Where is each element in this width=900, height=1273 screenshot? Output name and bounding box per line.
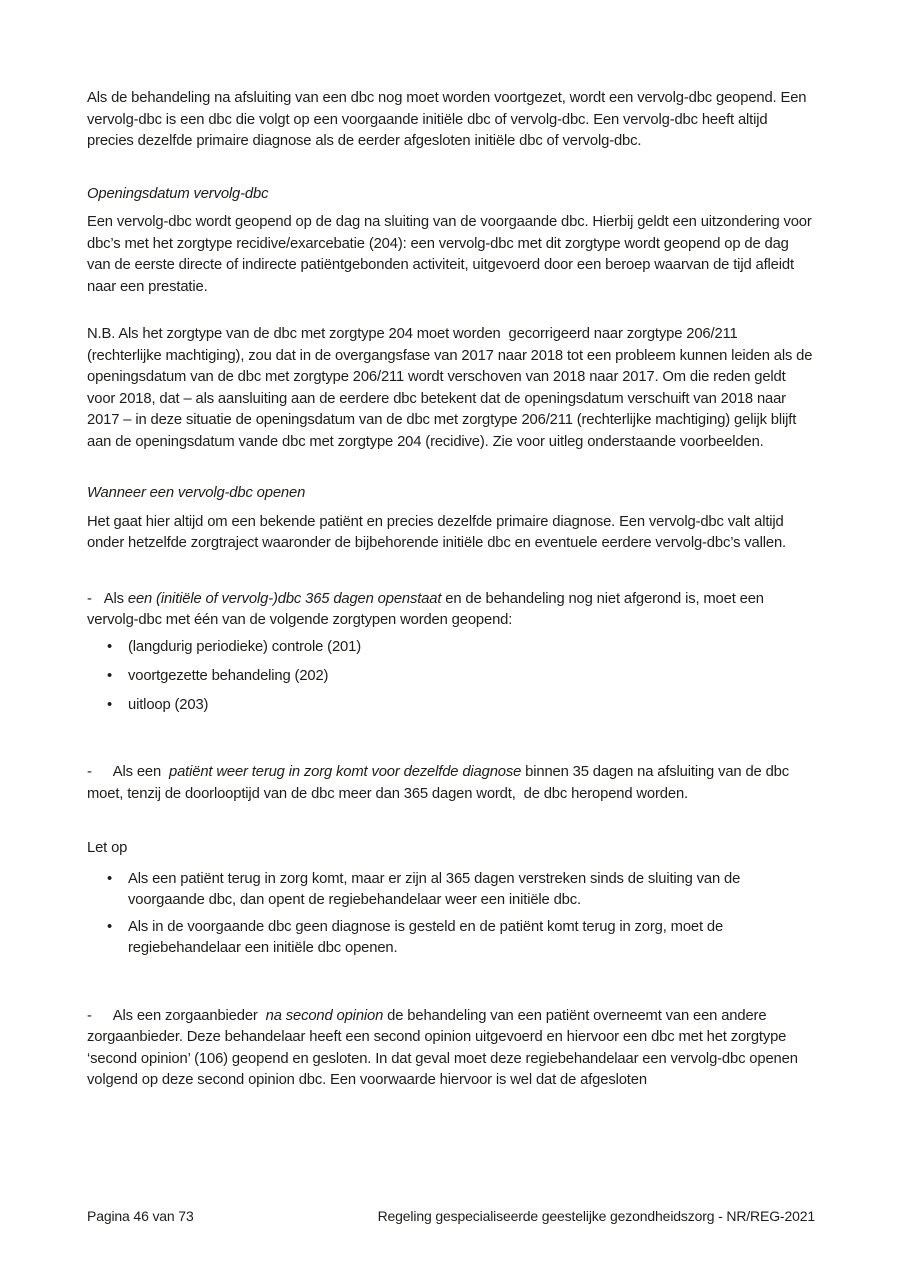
- list-item-uitloop-203: [107, 695, 815, 717]
- intro-paragraph: Als de behandeling na afsluiting van een dbc nog moet worden voortgezet, wordt een vervolg-dbc geopend. Een vervolg-dbc is een dbc die volgt op een voorgaande initiële dbc of vervolg-dbc. Een vervolg-dbc heeft altijd precies dezelfde primaire diagnose als de eerder afgesloten initiële dbc of vervolg-dbc.: [87, 90, 811, 149]
- footer-page-number: Pagina 46 van 73: [87, 1208, 194, 1224]
- bullet-icon: •: [107, 638, 113, 655]
- footer-document-title: Regeling gespecialiseerde geestelijke gezondheidszorg - NR/REG-2021: [377, 1208, 815, 1224]
- list-item-voortgezette-202: [107, 666, 815, 688]
- bullet-icon: •: [107, 696, 113, 713]
- list-item-controle-201: [107, 637, 815, 659]
- dash-second-text-post: de behandeling van een patiënt overneemt van een andere zorgaanbieder. Deze behandelaar heeft een second opinion uitgevoerd en hiervoor een dbc met het zorgtype ‘second opinion’ (106) geopend en gesloten. In dat geval moet deze regiebehandelaar een vervolg-dbc openen volgend op deze second opinion dbc. Een voorwaarde hiervoor is wel dat de afgesloten: [87, 1007, 802, 1088]
- bullet-icon: •: [107, 667, 113, 684]
- list-item-label: (langdurig periodieke) controle (201): [128, 638, 361, 655]
- list-item-label: voortgezette behandeling (202): [128, 667, 329, 684]
- dash-marker: -: [87, 1007, 92, 1024]
- dash-second-text-italic: na second opinion: [265, 1007, 384, 1024]
- page-footer: [87, 1206, 815, 1226]
- list-item-365-verstreken: [107, 869, 815, 912]
- list-item-geen-diagnose: [107, 917, 815, 960]
- list-item-label: Als in de voorgaande dbc geen diagnose is gesteld en de patiënt komt terug in zorg, moet de regiebehandelaar een initiële dbc openen.: [128, 918, 728, 956]
- dash-365-text-pre: Als: [103, 590, 128, 607]
- letop-label: Let op: [87, 840, 128, 856]
- dash-terug-text-italic: patiënt weer terug in zorg komt voor dezelfde diagnose: [169, 764, 522, 780]
- dash-item-terug-in-zorg: [87, 762, 815, 805]
- list-item-label: Als een patiënt terug in zorg komt, maar er zijn al 365 dagen verstreken sinds de sluiting van de voorgaande dbc, dan opent de regiebehandelaar weer een initiële dbc.: [128, 870, 745, 908]
- dash-second-text-pre: Als een zorgaanbieder: [112, 1007, 266, 1024]
- dash-365-text-post: en de behandeling nog niet afgerond is, moet een vervolg-dbc met één van de volgende zorgtypen worden geopend:: [87, 590, 768, 628]
- dash-item-365-dagen: [87, 589, 815, 632]
- dash-365-text-italic: een (initiële of vervolg-)dbc 365 dagen openstaat: [127, 590, 442, 607]
- dash-item-second-opinion: [87, 1006, 815, 1092]
- dash-marker: -: [87, 590, 92, 607]
- bullet-icon: •: [107, 918, 113, 935]
- paragraph-openingsdatum: Een vervolg-dbc wordt geopend op de dag na sluiting van de voorgaande dbc. Hierbij geldt een uitzondering voor dbc’s met het zorgtype recidive/exarcebatie (204): een vervolg-dbc met dit zorgtype wordt geopend op de dag van de eerste directe of indirecte patiëntgebonden activiteit, uitgevoerd door een beroep waarvan de tijd afleidt naar een prestatie.: [87, 214, 816, 295]
- dash-marker: -: [87, 764, 92, 780]
- bullet-icon: •: [107, 870, 113, 887]
- paragraph-wanneer: Het gaat hier altijd om een bekende patiënt en precies dezelfde primaire diagnose. Een vervolg-dbc valt altijd onder hetzelfde zorgtraject waaronder de bijbehorende initiële dbc en eventuele eerdere vervolg-dbc’s vallen.: [87, 513, 788, 551]
- dash-terug-text-pre: Als een: [112, 764, 170, 780]
- dash-terug-text-post: binnen 35 dagen na afsluiting van de dbc moet, tenzij de doorlooptijd van de dbc meer dan 365 dagen wordt, de dbc heropend worden.: [87, 764, 793, 802]
- list-item-label: uitloop (203): [128, 696, 209, 713]
- zorgtypen-list: [107, 637, 815, 717]
- paragraph-nb-zorgtype-204: N.B. Als het zorgtype van de dbc met zorgtype 204 moet worden gecorrigeerd naar zorgtype 206/211 (rechterlijke machtiging), zou dat in de overgangsfase van 2017 naar 2018 tot een probleem kunnen leiden als de openingsdatum van de dbc met zorgtype 206/211 wordt verschoven van 2018 naar 2017. Om die reden geldt voor 2018, dat – als aansluiting aan de eerdere dbc betekent dat de openingsdatum verschuift van 2018 naar 2017 – in deze situatie de openingsdatum van de dbc met zorgtype 206/211 (rechterlijke machtiging) gelijk blijft aan de openingsdatum vande dbc met zorgtype 204 (recidive). Zie voor uitleg onderstaande voorbeelden.: [87, 326, 817, 450]
- letop-list: [107, 869, 815, 960]
- section-heading-wanneer-openen: Wanneer een vervolg-dbc openen: [87, 485, 306, 501]
- section-heading-openingsdatum: Openingsdatum vervolg-dbc: [87, 185, 269, 202]
